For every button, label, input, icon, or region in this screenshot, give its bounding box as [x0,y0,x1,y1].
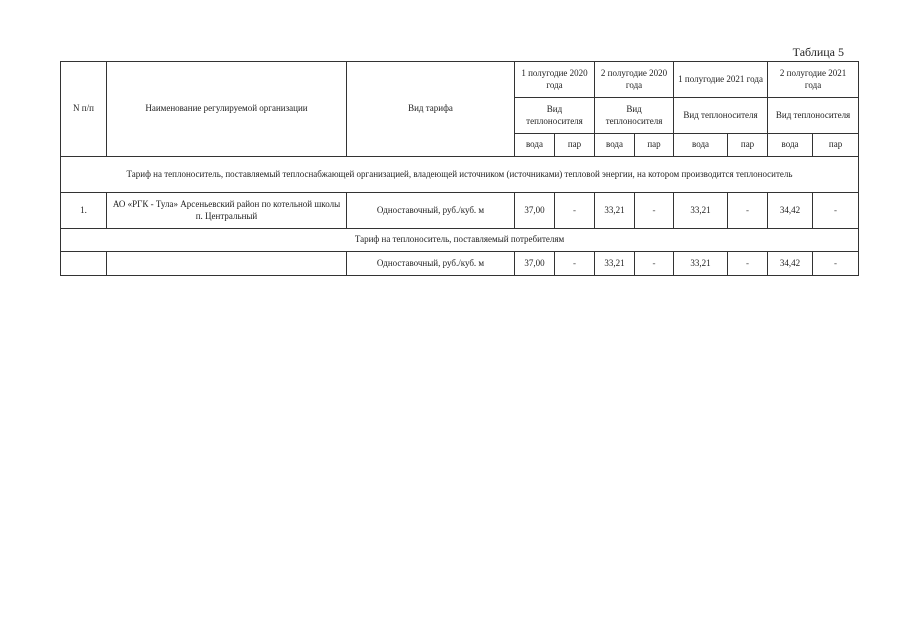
table-row [61,193,859,229]
header-water: вода [768,134,813,157]
value-cell: 33,21 [595,252,635,276]
header-water: вода [595,134,635,157]
section-2-title: Тариф на теплоноситель, поставляемый потребителям [61,229,859,252]
table-caption: Таблица 5 [792,45,844,59]
value-cell: - [555,252,595,276]
value-cell: 34,42 [768,193,813,229]
header-tariff-type: Вид тарифа [347,62,515,157]
header-carrier: Вид теплоносителя [515,98,595,134]
row-tariff: Одноставочный, руб./куб. м [347,193,515,229]
tariff-table [60,61,859,276]
value-cell: - [635,193,674,229]
value-cell: 37,00 [515,252,555,276]
header-period-1: 1 полугодие 2020 года [515,62,595,98]
value-cell: - [813,252,859,276]
header-carrier: Вид теплоносителя [595,98,674,134]
row-org: АО «РГК - Тула» Арсеньевский район по котельной школы п. Центральный [107,193,347,229]
header-period-4: 2 полугодие 2021 года [768,62,859,98]
header-row-periods [61,62,859,98]
header-period-2: 2 полугодие 2020 года [595,62,674,98]
header-num: N п/п [61,62,107,157]
header-carrier: Вид теплоносителя [674,98,768,134]
value-cell: - [728,252,768,276]
table-row [61,252,859,276]
section-title-row [61,229,859,252]
header-carrier: Вид теплоносителя [768,98,859,134]
value-cell: 33,21 [674,193,728,229]
row-num [61,252,107,276]
header-steam: пар [555,134,595,157]
section-title-row [61,157,859,193]
value-cell: 37,00 [515,193,555,229]
header-water: вода [515,134,555,157]
value-cell: - [813,193,859,229]
header-steam: пар [728,134,768,157]
header-org: Наименование регулируемой организации [107,62,347,157]
row-num: 1. [61,193,107,229]
value-cell: - [728,193,768,229]
header-period-3: 1 полугодие 2021 года [674,62,768,98]
header-steam: пар [813,134,859,157]
row-org [107,252,347,276]
value-cell: 34,42 [768,252,813,276]
value-cell: - [555,193,595,229]
header-water: вода [674,134,728,157]
value-cell: 33,21 [674,252,728,276]
value-cell: 33,21 [595,193,635,229]
header-steam: пар [635,134,674,157]
section-1-title: Тариф на теплоноситель, поставляемый теплоснабжающей организацией, владеющей источником (источниками) тепловой энергии, на котором производится теплоноситель [61,157,859,193]
value-cell: - [635,252,674,276]
row-tariff: Одноставочный, руб./куб. м [347,252,515,276]
